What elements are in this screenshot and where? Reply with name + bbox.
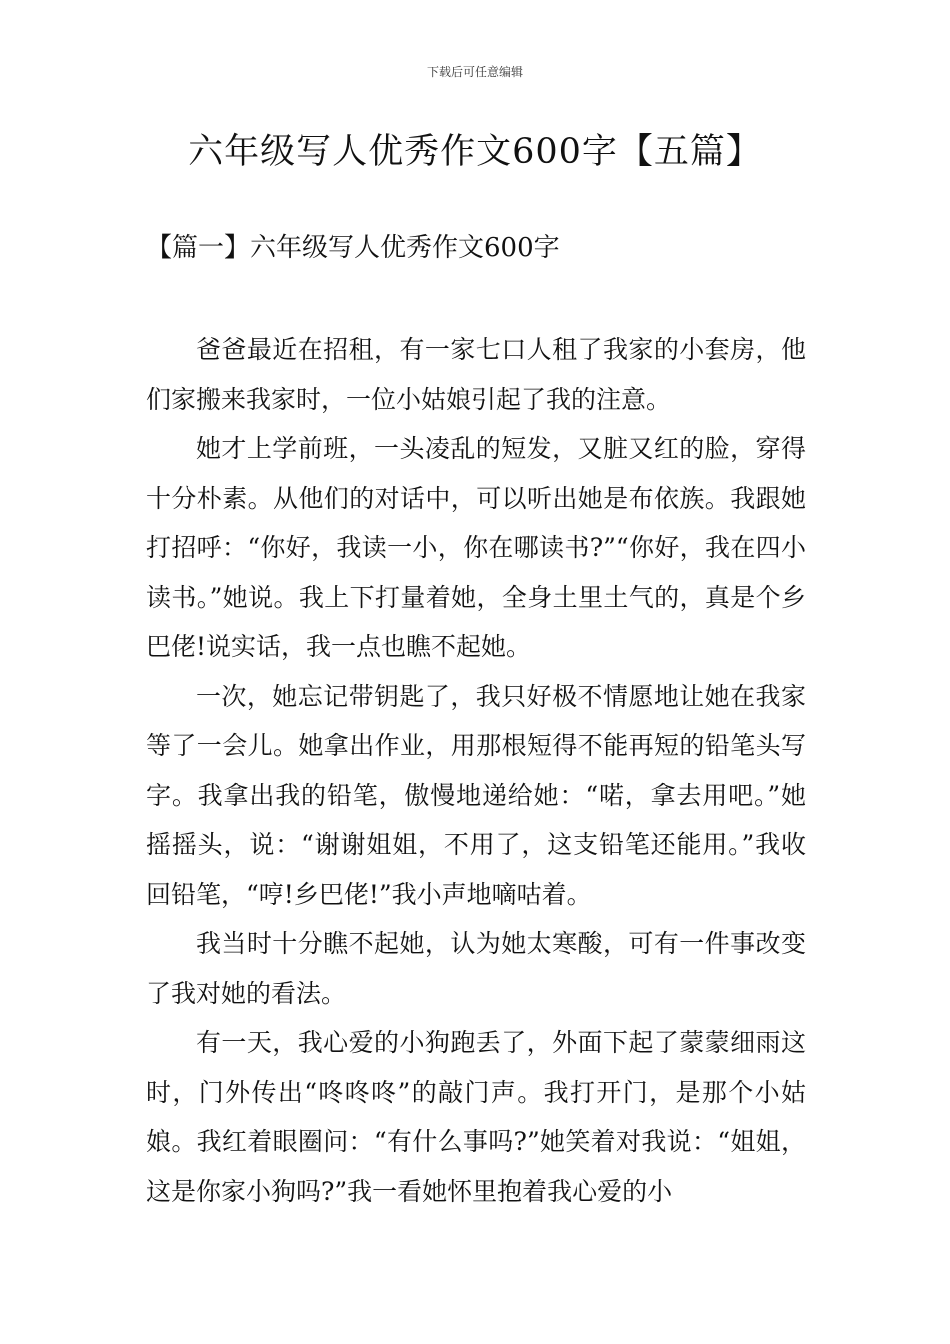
paragraph: 一次，她忘记带钥匙了，我只好极不情愿地让她在我家等了一会儿。她拿出作业，用那根短得不能再短的铅笔头写字。我拿出我的铅笔，傲慢地递给她：“喏，拿去用吧。”她摇摇头，说：“谢谢姐姐，不用了，这支铅笔还能用。”我收回铅笔，“哼!乡巴佬!”我小声地嘀咕着。: [146, 681, 806, 909]
paragraph: 我当时十分瞧不起她，认为她太寒酸，可有一件事改变了我对她的看法。: [146, 929, 806, 1008]
paragraph: 有一天，我心爱的小狗跑丢了，外面下起了蒙蒙细雨这时，门外传出“咚咚咚”的敲门声。我打开门，是那个小姑娘。我红着眼圈问：“有什么事吗?”她笑着对我说：“姐姐，这是你家小狗吗?”我一看她怀里抱着我心爱的小: [146, 1028, 806, 1206]
document-title: 六年级写人优秀作文600字【五篇】: [188, 132, 762, 172]
header-note: 下载后可任意编辑: [426, 65, 523, 79]
section-heading: 【篇一】六年级写人优秀作文600字: [146, 233, 560, 263]
essay-body: [146, 325, 806, 1216]
paragraph: 她才上学前班，一头凌乱的短发，又脏又红的脸，穿得十分朴素。从他们的对话中，可以听出她是布依族。我跟她打招呼：“你好，我读一小，你在哪读书?”“你好，我在四小读书。”她说。我上下打量着她，全身土里土气的，真是个乡巴佬!说实话，我一点也瞧不起她。: [146, 434, 806, 661]
paragraph: 爸爸最近在招租，有一家七口人租了我家的小套房，他们家搬来我家时，一位小姑娘引起了我的注意。: [146, 335, 806, 414]
